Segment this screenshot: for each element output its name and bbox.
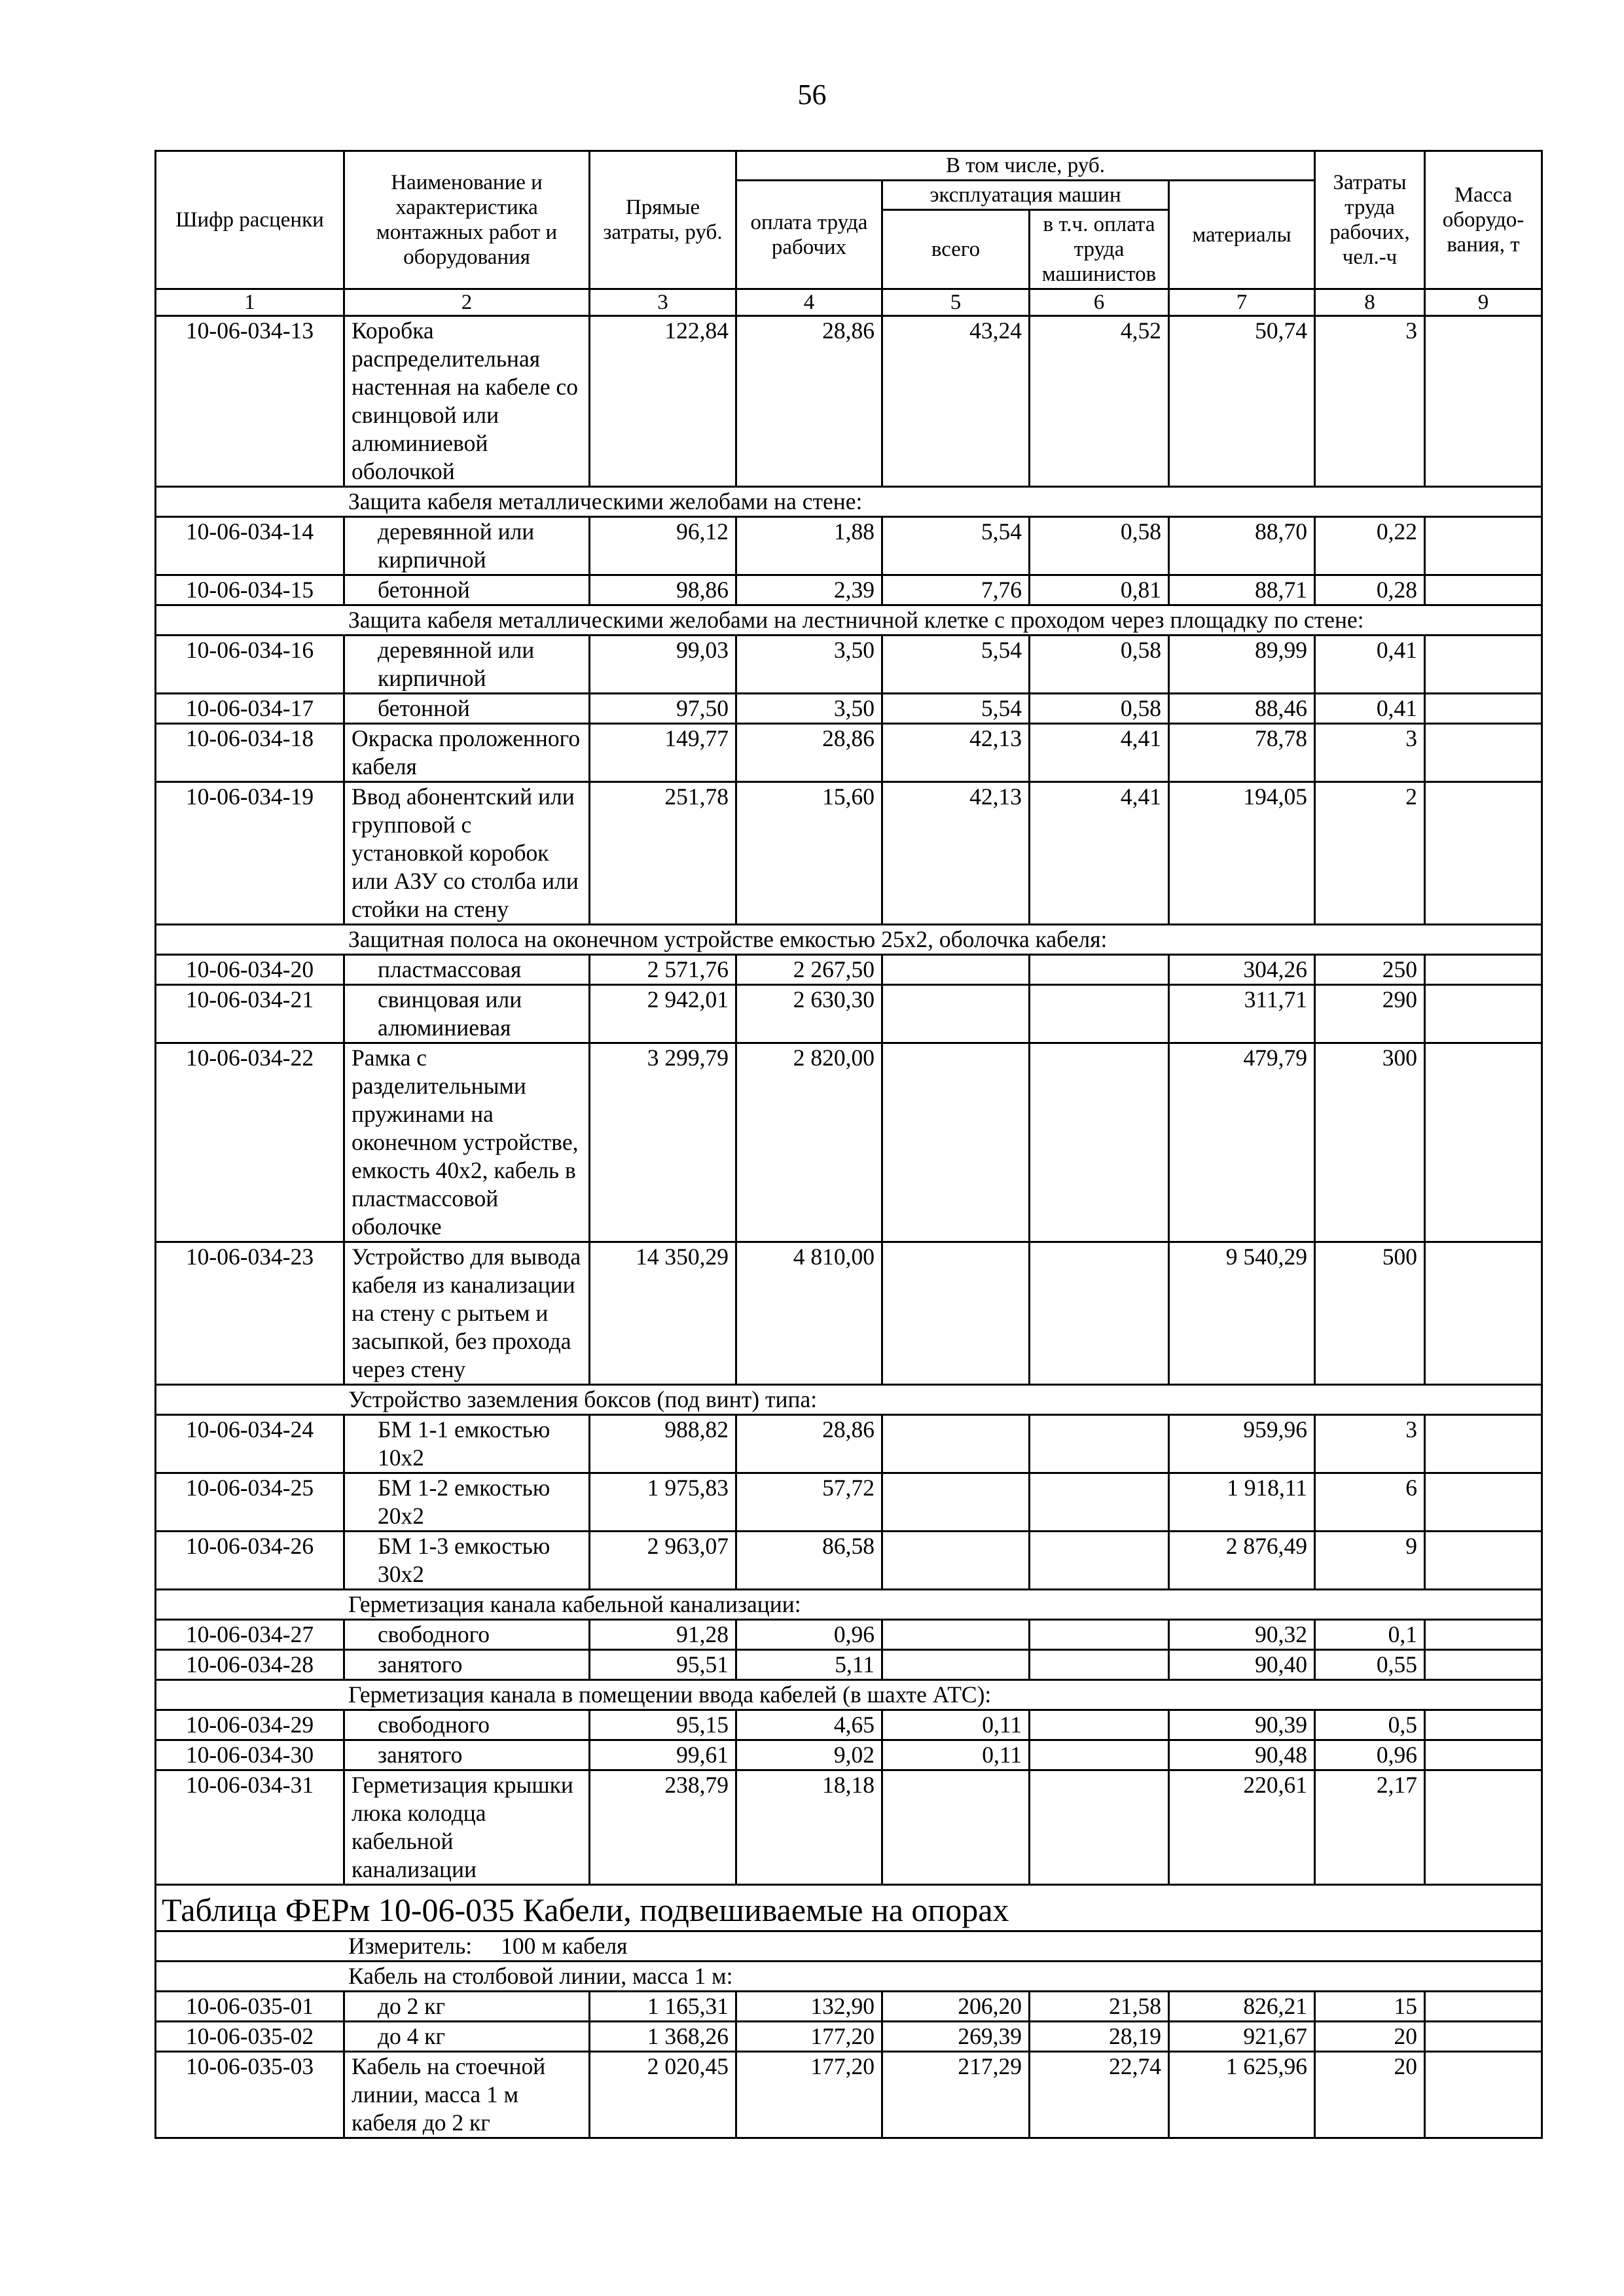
table-row <box>156 1620 1542 1650</box>
labor-pay: 2 630,30 <box>736 985 882 1043</box>
machine-labor-pay: 0,58 <box>1030 636 1169 694</box>
rate-code: 10-06-034-22 <box>156 1043 344 1242</box>
meter-label: Измеритель: <box>348 1933 473 1959</box>
table-row <box>156 2022 1542 2052</box>
work-name: БМ 1-3 емкостью 30х2 <box>344 1532 590 1590</box>
header-machine-operation: эксплуатация машин <box>882 181 1169 210</box>
work-name: Окраска проложенного кабеля <box>344 724 590 782</box>
header-machine-total: всего <box>882 210 1030 289</box>
machine-labor-pay <box>1030 985 1169 1043</box>
rate-code: 10-06-034-31 <box>156 1770 344 1885</box>
group-title: Защитная полоса на оконечном устройстве емкостью 25х2, оболочка кабеля: <box>156 925 1542 955</box>
machine-labor-pay: 4,41 <box>1030 724 1169 782</box>
header-including: В том числе, руб. <box>736 151 1315 181</box>
labor-pay: 86,58 <box>736 1532 882 1590</box>
rate-code: 10-06-034-29 <box>156 1710 344 1740</box>
column-index: 4 <box>736 289 882 316</box>
materials: 220,61 <box>1169 1770 1315 1885</box>
equipment-mass <box>1425 1415 1542 1473</box>
machine-total: 42,13 <box>882 782 1030 925</box>
materials: 826,21 <box>1169 1992 1315 2022</box>
labor-hours: 20 <box>1315 2052 1425 2138</box>
header-equipment-mass: Масса оборудо-вания, т <box>1425 151 1542 289</box>
direct-costs: 988,82 <box>590 1415 736 1473</box>
direct-costs: 2 963,07 <box>590 1532 736 1590</box>
labor-hours: 20 <box>1315 2022 1425 2052</box>
rate-code: 10-06-034-23 <box>156 1242 344 1385</box>
header-materials: материалы <box>1169 181 1315 289</box>
table-title-row <box>156 1885 1542 1931</box>
materials: 304,26 <box>1169 955 1315 985</box>
rate-code: 10-06-034-28 <box>156 1650 344 1680</box>
work-name: до 4 кг <box>344 2022 590 2052</box>
group-title: Герметизация канала в помещении ввода кабелей (в шахте АТС): <box>156 1680 1542 1710</box>
labor-hours: 15 <box>1315 1992 1425 2022</box>
materials: 2 876,49 <box>1169 1532 1315 1590</box>
machine-labor-pay: 0,58 <box>1030 694 1169 724</box>
labor-hours: 500 <box>1315 1242 1425 1385</box>
rate-code: 10-06-034-18 <box>156 724 344 782</box>
materials: 311,71 <box>1169 985 1315 1043</box>
direct-costs: 99,61 <box>590 1740 736 1770</box>
equipment-mass <box>1425 1532 1542 1590</box>
materials: 90,39 <box>1169 1710 1315 1740</box>
equipment-mass <box>1425 955 1542 985</box>
direct-costs: 97,50 <box>590 694 736 724</box>
equipment-mass <box>1425 2022 1542 2052</box>
header-labor-hours: Затраты труда рабочих, чел.-ч <box>1315 151 1425 289</box>
meter-cell <box>156 1931 1542 1962</box>
group-title: Устройство заземления боксов (под винт) типа: <box>156 1385 1542 1415</box>
materials: 90,40 <box>1169 1650 1315 1680</box>
machine-total <box>882 1532 1030 1590</box>
work-name: свободного <box>344 1620 590 1650</box>
header-name: Наименование и характеристика монтажных работ и оборудования <box>344 151 590 289</box>
direct-costs: 238,79 <box>590 1770 736 1885</box>
labor-pay: 28,86 <box>736 724 882 782</box>
table-row <box>156 1992 1542 2022</box>
work-name: занятого <box>344 1650 590 1680</box>
header-labor-pay: оплата труда рабочих <box>736 181 882 289</box>
meter-value: 100 м кабеля <box>501 1933 628 1959</box>
work-name: бетонной <box>344 694 590 724</box>
machine-total <box>882 1415 1030 1473</box>
column-index-row <box>156 289 1542 316</box>
machine-total: 269,39 <box>882 2022 1030 2052</box>
labor-pay: 28,86 <box>736 1415 882 1473</box>
materials: 921,67 <box>1169 2022 1315 2052</box>
table-row <box>156 2052 1542 2138</box>
machine-labor-pay: 22,74 <box>1030 2052 1169 2138</box>
machine-labor-pay <box>1030 1473 1169 1532</box>
table-row <box>156 517 1542 575</box>
machine-labor-pay: 4,41 <box>1030 782 1169 925</box>
materials: 479,79 <box>1169 1043 1315 1242</box>
table-row <box>156 724 1542 782</box>
equipment-mass <box>1425 694 1542 724</box>
labor-hours: 2 <box>1315 782 1425 925</box>
table-row <box>156 1242 1542 1385</box>
labor-hours: 0,96 <box>1315 1740 1425 1770</box>
machine-labor-pay <box>1030 955 1169 985</box>
labor-hours: 3 <box>1315 316 1425 487</box>
labor-pay: 1,88 <box>736 517 882 575</box>
equipment-mass <box>1425 575 1542 605</box>
machine-total <box>882 1043 1030 1242</box>
meter-row <box>156 1931 1542 1962</box>
materials: 1 918,11 <box>1169 1473 1315 1532</box>
equipment-mass <box>1425 1650 1542 1680</box>
labor-hours: 0,41 <box>1315 694 1425 724</box>
machine-labor-pay: 0,58 <box>1030 517 1169 575</box>
machine-total: 206,20 <box>882 1992 1030 2022</box>
table-row <box>156 1650 1542 1680</box>
work-name: занятого <box>344 1740 590 1770</box>
table-header <box>156 151 1542 316</box>
labor-pay: 177,20 <box>736 2052 882 2138</box>
group-row <box>156 1590 1542 1620</box>
rate-code: 10-06-035-02 <box>156 2022 344 2052</box>
equipment-mass <box>1425 636 1542 694</box>
rate-code: 10-06-034-15 <box>156 575 344 605</box>
machine-labor-pay <box>1030 1242 1169 1385</box>
table-row <box>156 955 1542 985</box>
direct-costs: 99,03 <box>590 636 736 694</box>
labor-pay: 3,50 <box>736 694 882 724</box>
machine-total: 0,11 <box>882 1710 1030 1740</box>
machine-total: 43,24 <box>882 316 1030 487</box>
machine-total <box>882 1620 1030 1650</box>
equipment-mass <box>1425 2052 1542 2138</box>
machine-labor-pay <box>1030 1710 1169 1740</box>
column-index: 5 <box>882 289 1030 316</box>
table-row <box>156 1710 1542 1740</box>
direct-costs: 1 975,83 <box>590 1473 736 1532</box>
equipment-mass <box>1425 1770 1542 1885</box>
materials: 88,70 <box>1169 517 1315 575</box>
rate-code: 10-06-034-24 <box>156 1415 344 1473</box>
group-row <box>156 1385 1542 1415</box>
work-name: деревянной или кирпичной <box>344 517 590 575</box>
machine-total: 5,54 <box>882 636 1030 694</box>
rate-code: 10-06-034-25 <box>156 1473 344 1532</box>
machine-total: 7,76 <box>882 575 1030 605</box>
column-index: 7 <box>1169 289 1315 316</box>
equipment-mass <box>1425 782 1542 925</box>
rate-code: 10-06-034-14 <box>156 517 344 575</box>
table-body <box>156 316 1542 2138</box>
labor-pay: 15,60 <box>736 782 882 925</box>
machine-labor-pay <box>1030 1415 1169 1473</box>
machine-labor-pay <box>1030 1650 1169 1680</box>
equipment-mass <box>1425 1740 1542 1770</box>
labor-hours: 0,5 <box>1315 1710 1425 1740</box>
labor-pay: 18,18 <box>736 1770 882 1885</box>
table-row <box>156 694 1542 724</box>
table-title: Таблица ФЕРм 10-06-035 Кабели, подвешиваемые на опорах <box>156 1885 1542 1931</box>
machine-labor-pay <box>1030 1620 1169 1650</box>
column-index: 9 <box>1425 289 1542 316</box>
labor-pay: 2 820,00 <box>736 1043 882 1242</box>
machine-total: 5,54 <box>882 694 1030 724</box>
machine-total <box>882 1650 1030 1680</box>
rates-table <box>154 150 1543 2139</box>
machine-labor-pay: 0,81 <box>1030 575 1169 605</box>
direct-costs: 1 368,26 <box>590 2022 736 2052</box>
direct-costs: 2 942,01 <box>590 985 736 1043</box>
labor-hours: 0,28 <box>1315 575 1425 605</box>
column-index: 2 <box>344 289 590 316</box>
equipment-mass <box>1425 724 1542 782</box>
equipment-mass <box>1425 1992 1542 2022</box>
labor-hours: 9 <box>1315 1532 1425 1590</box>
header-code: Шифр расценки <box>156 151 344 289</box>
rate-code: 10-06-034-17 <box>156 694 344 724</box>
machine-total: 5,54 <box>882 517 1030 575</box>
machine-labor-pay <box>1030 1532 1169 1590</box>
labor-pay: 57,72 <box>736 1473 882 1532</box>
group-title: Герметизация канала кабельной канализации: <box>156 1590 1542 1620</box>
direct-costs: 96,12 <box>590 517 736 575</box>
header-direct-costs: Прямые затраты, руб. <box>590 151 736 289</box>
materials: 88,46 <box>1169 694 1315 724</box>
labor-pay: 28,86 <box>736 316 882 487</box>
labor-pay: 132,90 <box>736 1992 882 2022</box>
work-name: Кабель на стоечной линии, масса 1 м кабеля до 2 кг <box>344 2052 590 2138</box>
labor-hours: 3 <box>1315 1415 1425 1473</box>
group-title: Защита кабеля металлическими желобами на лестничной клетке с проходом через площадку по стене: <box>156 605 1542 636</box>
equipment-mass <box>1425 517 1542 575</box>
labor-hours: 3 <box>1315 724 1425 782</box>
materials: 78,78 <box>1169 724 1315 782</box>
rate-code: 10-06-034-27 <box>156 1620 344 1650</box>
rate-code: 10-06-034-20 <box>156 955 344 985</box>
direct-costs: 2 020,45 <box>590 2052 736 2138</box>
materials: 959,96 <box>1169 1415 1315 1473</box>
rate-code: 10-06-035-03 <box>156 2052 344 2138</box>
direct-costs: 14 350,29 <box>590 1242 736 1385</box>
labor-pay: 9,02 <box>736 1740 882 1770</box>
direct-costs: 95,51 <box>590 1650 736 1680</box>
labor-hours: 0,1 <box>1315 1620 1425 1650</box>
machine-total <box>882 1770 1030 1885</box>
machine-labor-pay: 4,52 <box>1030 316 1169 487</box>
rate-code: 10-06-034-21 <box>156 985 344 1043</box>
table-row <box>156 1043 1542 1242</box>
machine-total: 42,13 <box>882 724 1030 782</box>
machine-labor-pay <box>1030 1740 1169 1770</box>
labor-pay: 2,39 <box>736 575 882 605</box>
direct-costs: 95,15 <box>590 1710 736 1740</box>
group-title: Кабель на столбовой линии, масса 1 м: <box>156 1962 1542 1992</box>
rate-code: 10-06-034-26 <box>156 1532 344 1590</box>
equipment-mass <box>1425 1473 1542 1532</box>
machine-labor-pay <box>1030 1043 1169 1242</box>
group-title: Защита кабеля металлическими желобами на стене: <box>156 487 1542 517</box>
equipment-mass <box>1425 1710 1542 1740</box>
table-row <box>156 1532 1542 1590</box>
work-name: Устройство для вывода кабеля из канализации на стену с рытьем и засыпкой, без прохода через стену <box>344 1242 590 1385</box>
work-name: бетонной <box>344 575 590 605</box>
rate-code: 10-06-034-19 <box>156 782 344 925</box>
direct-costs: 251,78 <box>590 782 736 925</box>
group-row <box>156 925 1542 955</box>
rate-code: 10-06-034-13 <box>156 316 344 487</box>
work-name: БМ 1-1 емкостью 10х2 <box>344 1415 590 1473</box>
labor-pay: 0,96 <box>736 1620 882 1650</box>
work-name: свинцовая или алюминиевая <box>344 985 590 1043</box>
table-row <box>156 985 1542 1043</box>
column-index: 3 <box>590 289 736 316</box>
table-row <box>156 1740 1542 1770</box>
equipment-mass <box>1425 985 1542 1043</box>
machine-total: 217,29 <box>882 2052 1030 2138</box>
table-row <box>156 316 1542 487</box>
direct-costs: 2 571,76 <box>590 955 736 985</box>
equipment-mass <box>1425 316 1542 487</box>
labor-hours: 2,17 <box>1315 1770 1425 1885</box>
machine-total <box>882 1473 1030 1532</box>
labor-hours: 0,22 <box>1315 517 1425 575</box>
labor-pay: 5,11 <box>736 1650 882 1680</box>
labor-hours: 290 <box>1315 985 1425 1043</box>
table-row <box>156 1415 1542 1473</box>
rate-code: 10-06-035-01 <box>156 1992 344 2022</box>
materials: 9 540,29 <box>1169 1242 1315 1385</box>
equipment-mass <box>1425 1242 1542 1385</box>
labor-pay: 177,20 <box>736 2022 882 2052</box>
work-name: Ввод абонентский или групповой с установкой коробок или АЗУ со столба или стойки на стену <box>344 782 590 925</box>
labor-pay: 4 810,00 <box>736 1242 882 1385</box>
table-row <box>156 636 1542 694</box>
direct-costs: 122,84 <box>590 316 736 487</box>
work-name: БМ 1-2 емкостью 20х2 <box>344 1473 590 1532</box>
work-name: пластмассовая <box>344 955 590 985</box>
machine-total <box>882 985 1030 1043</box>
table-row <box>156 1473 1542 1532</box>
materials: 90,32 <box>1169 1620 1315 1650</box>
group-row <box>156 605 1542 636</box>
table-row <box>156 1770 1542 1885</box>
machine-total <box>882 1242 1030 1385</box>
work-name: свободного <box>344 1710 590 1740</box>
labor-pay: 2 267,50 <box>736 955 882 985</box>
materials: 194,05 <box>1169 782 1315 925</box>
materials: 90,48 <box>1169 1740 1315 1770</box>
direct-costs: 98,86 <box>590 575 736 605</box>
labor-hours: 0,55 <box>1315 1650 1425 1680</box>
machine-total <box>882 955 1030 985</box>
machine-labor-pay: 28,19 <box>1030 2022 1169 2052</box>
column-index: 6 <box>1030 289 1169 316</box>
page-number: 56 <box>797 79 827 111</box>
work-name: деревянной или кирпичной <box>344 636 590 694</box>
work-name: Рамка с разделительными пружинами на оконечном устройстве, емкость 40х2, кабель в пластмассовой оболочке <box>344 1043 590 1242</box>
work-name: до 2 кг <box>344 1992 590 2022</box>
machine-total: 0,11 <box>882 1740 1030 1770</box>
materials: 50,74 <box>1169 316 1315 487</box>
labor-hours: 6 <box>1315 1473 1425 1532</box>
group-row <box>156 1962 1542 1992</box>
group-row <box>156 1680 1542 1710</box>
table-row <box>156 575 1542 605</box>
materials: 88,71 <box>1169 575 1315 605</box>
direct-costs: 1 165,31 <box>590 1992 736 2022</box>
labor-hours: 300 <box>1315 1043 1425 1242</box>
work-name: Коробка распределительная настенная на кабеле со свинцовой или алюминиевой оболочкой <box>344 316 590 487</box>
equipment-mass <box>1425 1620 1542 1650</box>
materials: 89,99 <box>1169 636 1315 694</box>
header-machine-labor: в т.ч. оплата труда машинистов <box>1030 210 1169 289</box>
rate-code: 10-06-034-16 <box>156 636 344 694</box>
column-index: 8 <box>1315 289 1425 316</box>
machine-labor-pay: 21,58 <box>1030 1992 1169 2022</box>
direct-costs: 149,77 <box>590 724 736 782</box>
direct-costs: 3 299,79 <box>590 1043 736 1242</box>
labor-hours: 0,41 <box>1315 636 1425 694</box>
labor-hours: 250 <box>1315 955 1425 985</box>
rate-code: 10-06-034-30 <box>156 1740 344 1770</box>
direct-costs: 91,28 <box>590 1620 736 1650</box>
table-row <box>156 782 1542 925</box>
equipment-mass <box>1425 1043 1542 1242</box>
column-index: 1 <box>156 289 344 316</box>
materials: 1 625,96 <box>1169 2052 1315 2138</box>
labor-pay: 4,65 <box>736 1710 882 1740</box>
labor-pay: 3,50 <box>736 636 882 694</box>
work-name: Герметизация крышки люка колодца кабельной канализации <box>344 1770 590 1885</box>
group-row <box>156 487 1542 517</box>
machine-labor-pay <box>1030 1770 1169 1885</box>
